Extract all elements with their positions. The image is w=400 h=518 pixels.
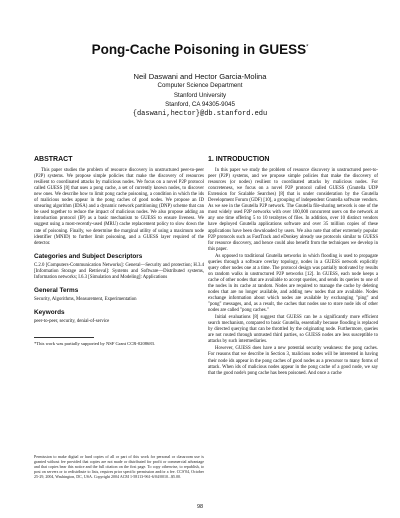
categories-text: C.2.0 [Computers-Communication Networks]: General—Security and protection; H.3.4 [Information Storage and Retrieval]: Systems and Software—Distributed systems, Information networks; I.6.3 [Simulation and Modeling]: Applications [34, 262, 204, 280]
paper-title [0, 42, 400, 57]
right-column [208, 157, 378, 378]
abstract-text: This paper studies the problem of resource discovery in unstructured peer-to-peer (P2P) systems. We propose simple policies that make the discovery of resources resilient to coordinated attacks by malicious nodes. We focus on a novel P2P protocol called GUESS [8] that uses a pong cache, a set of currently known nodes, to discover new ones. We describe how to limit pong cache poisoning, a condition in which the ids of malicious nodes appear in the pong caches of good nodes. We propose an ID smearing algorithm (IDSA) and a dynamic network partitioning (DNP) scheme that can be used together to reduce the impact of malicious nodes. We also propose adding an introduction protocol (IP) as a basic mechanism to GUESS to ensure liveness. We suggest using a most-recently-used (MRU) cache replacement policy to slow down the rate of poisoning. Finally, we determine the marginal utility of using a maximum node identifier (MNID) to further limit poisoning, and a GUESS layer required of the detector. [34, 168, 204, 246]
university: Stanford University [173, 91, 227, 99]
categories-heading: Categories and Subject Descriptors [34, 252, 143, 260]
author-block [0, 72, 400, 119]
permission-notice: Permission to make digital or hard copies of all or part of this work for personal or classroom use is granted without fee provided that copies are not made or distributed for profit or commercial advantage and that copies bear this notice and the full citation on the first page. To copy otherwise, to republish, to post on servers or to redistribute to lists, requires prior specific permission and/or a fee. CCS'04, October 25-29, 2004, Washington, DC, USA. Copyright 2004 ACM 1-58113-961-6/04/0010...$5.00. [34, 454, 204, 479]
intro-paragraph-4: However, GUESS does have a new potential security weakness: the pong caches. For reasons that we describe in Section 3, malicious nodes will be interested in having their node ids appear in the pong caches of good nodes as a precursor to many forms of attack. When ids of malicious nodes appear in the pong cache of a good node, we say that the good node's pong cache has been poisoned. And once a cache [208, 346, 378, 376]
intro-heading: 1. INTRODUCTION [208, 156, 270, 163]
footnote: *This work was partially supported by NSF Grant CCR-0208683. [34, 341, 156, 347]
abstract-heading: ABSTRACT [34, 156, 73, 163]
author-names: Neil Daswani and Hector Garcia-Molina [133, 72, 267, 81]
keywords-heading: Keywords [34, 308, 65, 316]
city: Stanford, CA 94305-9045 [165, 101, 235, 109]
intro-paragraph-3: Initial evaluations [8] suggest that GUESS can be a significantly more efficient search mechanism, compared to basic Gnutella, essentially because flooding is replaced by directed querying that can be throttled by the originating node. Furthermore, queries are not routed through untrusted third parties, so GUESS nodes are less susceptible to attacks by such intermediaries. [208, 315, 378, 345]
page-number: 98 [196, 504, 204, 510]
email: {daswani,hector}@db.stanford.edu [132, 109, 268, 118]
keywords-text: peer-to-peer, security, denial-of-service [34, 318, 110, 324]
general-terms-heading: General Terms [34, 286, 79, 294]
general-terms-text: Security, Algorithms, Measurement, Experimentation [34, 296, 137, 302]
intro-paragraph-1: In this paper we study the problem of resource discovery in unstructured peer-to-peer (P2P) systems, and we propose simple policies that make the discovery of resources (or nodes) resilient to coordinated attacks by malicious nodes. For concreteness, we focus on a novel P2P protocol called GUESS (Gnutella UDP Extension for Scalable Searches) [8] that is under consideration by the Gnutella Development Forum (GDF) [10], a grouping of independent Gnutella software vendors. As we see in the Gnutella P2P network. The Gnutella file-sharing network is one of the most widely used P2P networks with over 100,000 concurrent users on the network at any one time offering 5 to 10 terabytes of files. In addition, over 10 distinct vendors have deployed Gnutella applications software and over 35 million copies of these applications have been downloaded by users. We also note that other extremely popular P2P protocols such as FastTrack and eDonkey already use protocols similar to GUESS for resource discovery, and hence could also benefit from the techniques we develop in this paper. [208, 168, 378, 252]
left-column [34, 157, 204, 348]
department: Computer Science Department [157, 82, 243, 90]
title-text: Pong-Cache Poisoning in GUESS [91, 42, 307, 57]
footnote-rule [34, 337, 94, 338]
intro-paragraph-2: As opposed to traditional Gnutella networks in which flooding is used to propagate queries through a software overlay topology, nodes in a GUESS network explicitly query other nodes one at a time. The protocol design was partially motivated by results on random walks in unstructured P2P networks [12]. In GUESS, each node keeps a cache of other nodes that are available to accept queries, and sends its queries to one of the nodes in its cache at random. Nodes are required to manage the cache by deleting nodes that are no longer available, and adding new nodes that are available. Nodes exchange information about which nodes are available by exchanging "ping" and "pong" messages, and, as a result, the caches that nodes use to store node ids of other nodes are called "pong caches." [208, 253, 378, 314]
title-footnote-mark: * [306, 44, 309, 51]
